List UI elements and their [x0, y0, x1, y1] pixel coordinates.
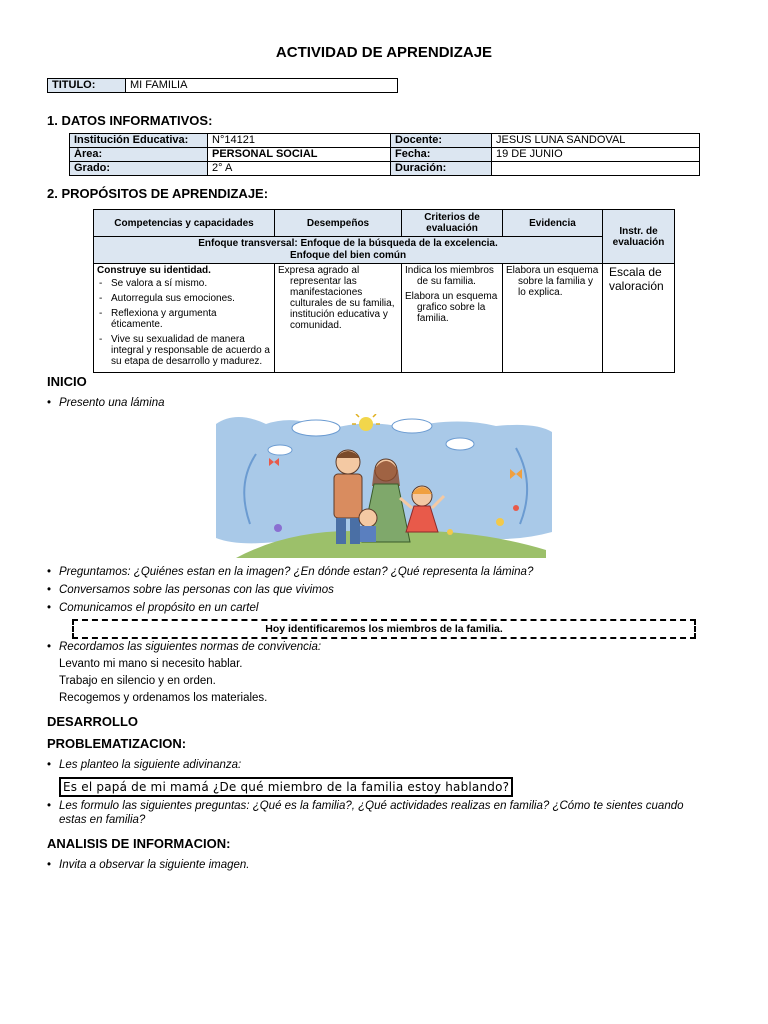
bullet-preguntamos: • Preguntamos: ¿Quiénes estan en la imagen? ¿En dónde estan? ¿Qué representa la lámina?	[59, 566, 533, 578]
proposito-cartel: Hoy identificaremos los miembros de la familia.	[72, 619, 696, 639]
header-criterios: Criterios de evaluación	[402, 210, 503, 237]
value-grado: 2° A	[208, 162, 391, 176]
norma-item: Levanto mi mano si necesito hablar.	[59, 658, 243, 670]
label-institucion: Institución Educativa:	[70, 134, 208, 148]
analisis-heading: ANALISIS DE INFORMACION:	[47, 836, 231, 851]
desempeno-cell	[275, 264, 402, 373]
instrumento-cell: Escala de valoración	[603, 264, 675, 373]
datos-row	[70, 134, 700, 148]
desempeno-text: Expresa agrado al representar las manifestaciones culturales de su familia, institución educativa y comunidad.	[278, 265, 395, 331]
label-duracion: Duración:	[391, 162, 492, 176]
cloud-icon	[392, 419, 432, 433]
preguntas-lead: Les formulo las siguientes preguntas	[59, 800, 247, 812]
capacidad-item: - Reflexiona y argumenta éticamente.	[97, 308, 271, 330]
enfoque-cell	[94, 237, 603, 264]
bullet-adivinanza: • Les planteo la siguiente adivinanza:	[59, 759, 241, 771]
cloud-icon	[268, 445, 292, 455]
preguntas-continuation: estas en familia?	[59, 814, 146, 826]
evidencia-cell	[503, 264, 603, 373]
titulo-table	[47, 78, 398, 93]
cloud-icon	[446, 438, 474, 450]
inicio-heading: INICIO	[47, 374, 87, 389]
capacidad-item: - Autorregula sus emociones.	[97, 293, 271, 304]
header-instrumento: Instr. de evaluación	[603, 210, 675, 264]
bullet-preguntas	[59, 800, 709, 812]
titulo-label: TITULO:	[48, 79, 126, 93]
capacidad-item: - Vive su sexualidad de manera integral y responsable de acuerdo a su etapa de desarrollo y madurez.	[97, 334, 271, 367]
page-title: ACTIVIDAD DE APRENDIZAJE	[275, 44, 493, 61]
criterio-text: Elabora un esquema grafico sobre la familia.	[405, 291, 498, 324]
norma-item: Recogemos y ordenamos los materiales.	[59, 692, 268, 704]
datos-table	[69, 133, 700, 176]
value-duracion	[492, 162, 700, 176]
cloud-icon	[292, 420, 340, 436]
value-fecha: 19 DE JUNIO	[492, 148, 700, 162]
datos-row	[70, 148, 700, 162]
value-institucion: N°14121	[208, 134, 391, 148]
competencias-cell	[94, 264, 275, 373]
criterio-text: Indica los miembros de su familia.	[405, 265, 494, 287]
adivinanza-box: Es el papá de mi mamá ¿De qué miembro de la familia estoy hablando?	[59, 777, 513, 797]
capacidad-item: - Se valora a sí mismo.	[97, 278, 271, 289]
criterios-cell	[402, 264, 503, 373]
section-datos-heading: 1. DATOS INFORMATIVOS:	[47, 113, 213, 128]
capacidades-list	[97, 278, 271, 367]
desarrollo-heading: DESARROLLO	[47, 714, 138, 729]
label-area: Área:	[70, 148, 208, 162]
value-area: PERSONAL SOCIAL	[208, 148, 391, 162]
family-illustration	[216, 414, 552, 558]
header-evidencia: Evidencia	[503, 210, 603, 237]
label-grado: Grado:	[70, 162, 208, 176]
enfoque-bien-comun: Enfoque del bien común	[289, 250, 407, 261]
titulo-value: MI FAMILIA	[126, 79, 398, 93]
bullet-presento: • Presento una lámina	[59, 397, 164, 409]
propositos-table	[93, 209, 675, 373]
bullet-conversamos: • Conversamos sobre las personas con las que vivimos	[59, 584, 334, 596]
label-fecha: Fecha:	[391, 148, 492, 162]
value-docente: JESUS LUNA SANDOVAL	[492, 134, 700, 148]
problematizacion-heading: PROBLEMATIZACION:	[47, 736, 187, 751]
section-propositos-heading: 2. PROPÓSITOS DE APRENDIZAJE:	[47, 186, 269, 201]
bullet-observar: • Invita a observar la siguiente imagen.	[59, 859, 250, 871]
norma-item: Trabajo en silencio y en orden.	[59, 675, 216, 687]
bullet-recordamos: • Recordamos las siguientes normas de convivencia:	[59, 641, 321, 653]
label-docente: Docente:	[391, 134, 492, 148]
preguntas-text: : ¿Qué es la familia?, ¿Qué actividades realizas en familia? ¿Cómo te sientes cuando	[246, 800, 684, 812]
evidencia-text: Elabora un esquema sobre la familia y lo explica.	[506, 265, 599, 298]
header-competencias: Competencias y capacidades	[94, 210, 275, 237]
enfoque-transversal: Enfoque transversal: Enfoque de la búsqueda de la excelencia.	[198, 238, 498, 249]
header-desempenos: Desempeños	[275, 210, 402, 237]
bullet-comunicamos: • Comunicamos el propósito en un cartel	[59, 602, 258, 614]
competencia-title: Construye su identidad.	[97, 265, 211, 276]
datos-row	[70, 162, 700, 176]
